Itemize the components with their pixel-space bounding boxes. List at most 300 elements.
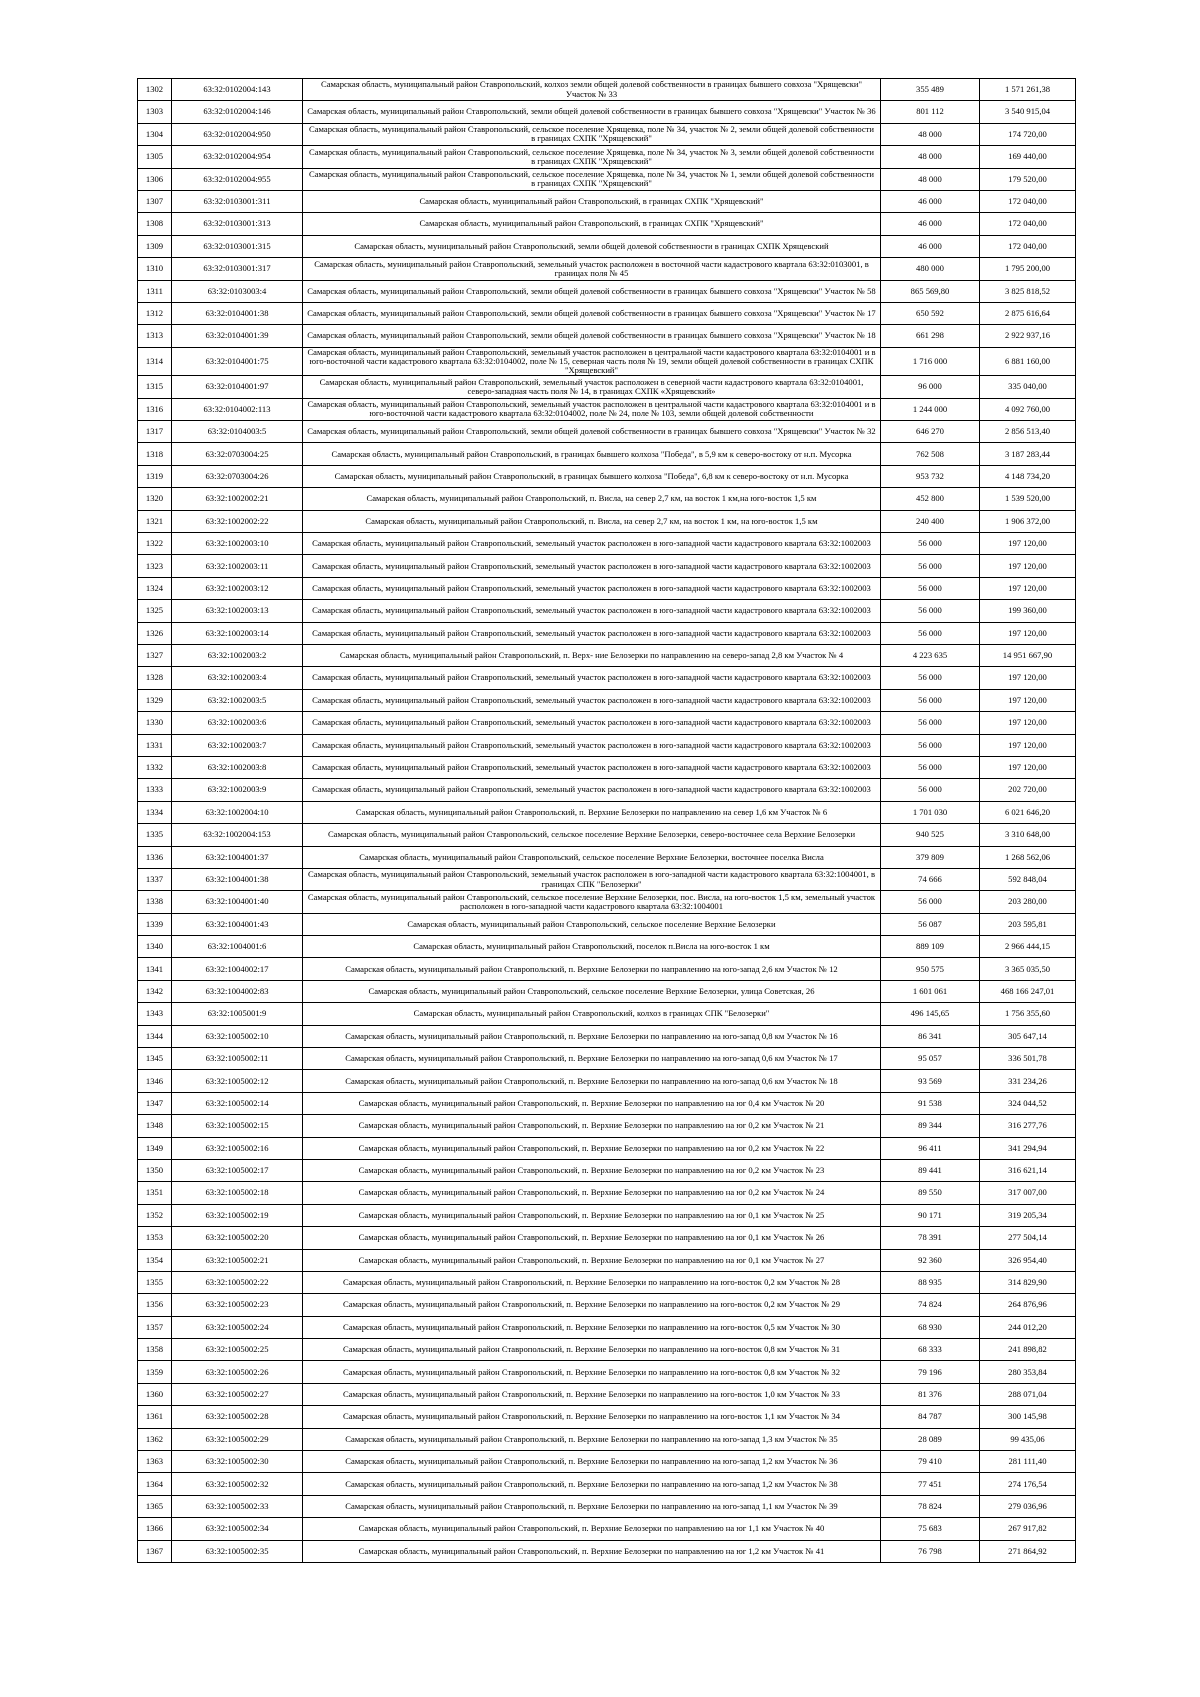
row-number-cell: 1346	[138, 1070, 172, 1092]
area-cell: 48 000	[881, 146, 980, 168]
address-cell: Самарская область, муниципальный район Ставропольский, п. Верхние Белозерки по направлению на юго-запад 0,6 км Участок № 18	[303, 1070, 881, 1092]
row-number-cell: 1320	[138, 488, 172, 510]
address-cell: Самарская область, муниципальный район Ставропольский, п. Верхние Белозерки по направлению на юго-запад 0,8 км Участок № 16	[303, 1025, 881, 1047]
address-cell: Самарская область, муниципальный район Ставропольский, п. Верхние Белозерки по направлению на юго-восток 0,8 км Участок № 31	[303, 1339, 881, 1361]
area-cell: 96 411	[881, 1137, 980, 1159]
table-row	[138, 712, 1076, 734]
row-number-cell: 1367	[138, 1540, 172, 1562]
address-cell: Самарская область, муниципальный район Ставропольский, п. Верхние Белозерки по направлению на юго-восток 1,1 км Участок № 34	[303, 1406, 881, 1428]
row-number-cell: 1316	[138, 398, 172, 420]
area-cell: 46 000	[881, 235, 980, 257]
area-cell: 56 000	[881, 689, 980, 711]
address-cell: Самарская область, муниципальный район Ставропольский, п. Верхние Белозерки по направлению на юг 0,1 км Участок № 27	[303, 1249, 881, 1271]
area-cell: 46 000	[881, 190, 980, 212]
cadastral-number-cell: 63:32:0104001:38	[172, 302, 303, 324]
area-cell: 1 244 000	[881, 398, 980, 420]
table-row	[138, 123, 1076, 145]
address-cell: Самарская область, муниципальный район Ставропольский, п. Верхние Белозерки по направлению на юго-запад 1,2 км Участок № 36	[303, 1451, 881, 1473]
row-number-cell: 1332	[138, 756, 172, 778]
area-cell: 48 000	[881, 123, 980, 145]
address-cell: Самарская область, муниципальный район Ставропольский, земли общей долевой собственности в границах СХПК Хрящевский	[303, 235, 881, 257]
cadastral-value-cell: 3 825 818,52	[980, 280, 1076, 302]
cadastral-number-cell: 63:32:1005002:25	[172, 1339, 303, 1361]
address-cell: Самарская область, муниципальный район Ставропольский, земли общей долевой собственности в границах бывшего совхоза "Хрящевски" Участок № 18	[303, 325, 881, 347]
address-cell: Самарская область, муниципальный район Ставропольский, земельный участок расположен в центральной части кадастрового квартала 63:32:0104001 и в юго-восточной части кадастрового квартала 63:32:0104002, поле № 24, поле № 103, земли общей долевой собственности	[303, 398, 881, 420]
cadastral-value-cell: 271 864,92	[980, 1540, 1076, 1562]
address-cell: Самарская область, муниципальный район Ставропольский, п. Верхние Белозерки по направлению на юг 1,1 км Участок № 40	[303, 1518, 881, 1540]
area-cell: 78 824	[881, 1495, 980, 1517]
row-number-cell: 1317	[138, 421, 172, 443]
row-number-cell: 1329	[138, 689, 172, 711]
cadastral-value-cell: 179 520,00	[980, 168, 1076, 190]
cadastral-number-cell: 63:32:0104001:97	[172, 376, 303, 398]
area-cell: 89 441	[881, 1159, 980, 1181]
address-cell: Самарская область, муниципальный район Ставропольский, земельный участок расположен в юго-западной части кадастрового квартала 63:32:1002003	[303, 600, 881, 622]
table-row	[138, 1092, 1076, 1114]
row-number-cell: 1305	[138, 146, 172, 168]
row-number-cell: 1335	[138, 824, 172, 846]
row-number-cell: 1334	[138, 801, 172, 823]
row-number-cell: 1318	[138, 443, 172, 465]
address-cell: Самарская область, муниципальный район Ставропольский, земельный участок расположен в восточной части кадастрового квартала 63:32:0103001, в границах поля № 45	[303, 258, 881, 280]
row-number-cell: 1362	[138, 1428, 172, 1450]
cadastral-number-cell: 63:32:1005002:14	[172, 1092, 303, 1114]
address-cell: Самарская область, муниципальный район Ставропольский, п. Висла, на север 2,7 км, на восток 1 км, на юго-восток 1,5 км	[303, 510, 881, 532]
cadastral-number-cell: 63:32:1002004:153	[172, 824, 303, 846]
cadastral-number-cell: 63:32:1004001:37	[172, 846, 303, 868]
area-cell: 88 935	[881, 1271, 980, 1293]
cadastral-value-cell: 336 501,78	[980, 1048, 1076, 1070]
table-row	[138, 101, 1076, 123]
table-row	[138, 376, 1076, 398]
cadastral-value-cell: 274 176,54	[980, 1473, 1076, 1495]
table-row	[138, 958, 1076, 980]
cadastral-number-cell: 63:32:1002003:9	[172, 779, 303, 801]
area-cell: 77 451	[881, 1473, 980, 1495]
row-number-cell: 1312	[138, 302, 172, 324]
cadastral-value-cell: 197 120,00	[980, 533, 1076, 555]
table-row	[138, 168, 1076, 190]
row-number-cell: 1328	[138, 667, 172, 689]
table-row	[138, 1227, 1076, 1249]
table-row	[138, 913, 1076, 935]
address-cell: Самарская область, муниципальный район Ставропольский, п. Верхние Белозерки по направлению на юг 0,4 км Участок № 20	[303, 1092, 881, 1114]
row-number-cell: 1337	[138, 868, 172, 890]
cadastral-value-cell: 326 954,40	[980, 1249, 1076, 1271]
address-cell: Самарская область, муниципальный район Ставропольский, сельское поселение Верхние Белозерки, восточнее поселка Висла	[303, 846, 881, 868]
table-row	[138, 1182, 1076, 1204]
row-number-cell: 1330	[138, 712, 172, 734]
cadastral-number-cell: 63:32:1005002:10	[172, 1025, 303, 1047]
cadastral-number-cell: 63:32:0104003:5	[172, 421, 303, 443]
cadastral-number-cell: 63:32:1002003:12	[172, 577, 303, 599]
address-cell: Самарская область, муниципальный район Ставропольский, земельный участок расположен в юго-западной части кадастрового квартала 63:32:1002003	[303, 622, 881, 644]
cadastral-number-cell: 63:32:1005002:12	[172, 1070, 303, 1092]
cadastral-value-cell: 305 647,14	[980, 1025, 1076, 1047]
cadastral-value-cell: 172 040,00	[980, 235, 1076, 257]
address-cell: Самарская область, муниципальный район Ставропольский, п. Верхние Белозерки по направлению на юго-запад 1,1 км Участок № 39	[303, 1495, 881, 1517]
cadastral-value-cell: 169 440,00	[980, 146, 1076, 168]
cadastral-value-cell: 331 234,26	[980, 1070, 1076, 1092]
address-cell: Самарская область, муниципальный район Ставропольский, п. Верхние Белозерки по направлению на юг 0,2 км Участок № 23	[303, 1159, 881, 1181]
row-number-cell: 1360	[138, 1383, 172, 1405]
cadastral-value-cell: 197 120,00	[980, 756, 1076, 778]
cadastral-number-cell: 63:32:1004002:83	[172, 980, 303, 1002]
area-cell: 56 087	[881, 913, 980, 935]
row-number-cell: 1345	[138, 1048, 172, 1070]
cadastral-number-cell: 63:32:1005002:29	[172, 1428, 303, 1450]
address-cell: Самарская область, муниципальный район Ставропольский, п. Верх- ние Белозерки по направлению на северо-запад 2,8 км Участок № 4	[303, 644, 881, 666]
table-row	[138, 1048, 1076, 1070]
cadastral-number-cell: 63:32:0102004:954	[172, 146, 303, 168]
table-row	[138, 347, 1076, 376]
cadastral-number-cell: 63:32:1002003:7	[172, 734, 303, 756]
cadastral-value-cell: 316 621,14	[980, 1159, 1076, 1181]
cadastral-value-cell: 6 881 160,00	[980, 347, 1076, 376]
cadastral-value-cell: 277 504,14	[980, 1227, 1076, 1249]
cadastral-value-cell: 264 876,96	[980, 1294, 1076, 1316]
cadastral-number-cell: 63:32:0103003:4	[172, 280, 303, 302]
cadastral-value-cell: 4 148 734,20	[980, 465, 1076, 487]
area-cell: 661 298	[881, 325, 980, 347]
area-cell: 56 000	[881, 734, 980, 756]
cadastral-number-cell: 63:32:0103001:315	[172, 235, 303, 257]
row-number-cell: 1348	[138, 1115, 172, 1137]
row-number-cell: 1336	[138, 846, 172, 868]
cadastral-value-cell: 2 875 616,64	[980, 302, 1076, 324]
area-cell: 79 196	[881, 1361, 980, 1383]
cadastral-value-cell: 3 540 915,04	[980, 101, 1076, 123]
area-cell: 74 666	[881, 868, 980, 890]
area-cell: 92 360	[881, 1249, 980, 1271]
table-row	[138, 190, 1076, 212]
address-cell: Самарская область, муниципальный район Ставропольский, п. Верхние Белозерки по направлению на юго-восток 0,8 км Участок № 32	[303, 1361, 881, 1383]
cadastral-number-cell: 63:32:1002003:6	[172, 712, 303, 734]
cadastral-number-cell: 63:32:1004001:6	[172, 936, 303, 958]
table-row	[138, 667, 1076, 689]
address-cell: Самарская область, муниципальный район Ставропольский, колхоз в границах СПК "Белозерки"	[303, 1003, 881, 1025]
address-cell: Самарская область, муниципальный район Ставропольский, земли общей долевой собственности в границах бывшего совхоза "Хрящевски" Участок № 58	[303, 280, 881, 302]
cadastral-number-cell: 63:32:1002002:21	[172, 488, 303, 510]
cadastral-value-cell: 197 120,00	[980, 622, 1076, 644]
address-cell: Самарская область, муниципальный район Ставропольский, п. Верхние Белозерки по направлению на юг 1,2 км Участок № 41	[303, 1540, 881, 1562]
address-cell: Самарская область, муниципальный район Ставропольский, земельный участок расположен в юго-западной части кадастрового квартала 63:32:1002003	[303, 734, 881, 756]
table-row	[138, 146, 1076, 168]
table-row	[138, 1137, 1076, 1159]
table-row	[138, 258, 1076, 280]
cadastral-number-cell: 63:32:1005002:11	[172, 1048, 303, 1070]
cadastral-value-cell: 317 007,00	[980, 1182, 1076, 1204]
address-cell: Самарская область, муниципальный район Ставропольский, сельское поселение Верхние Белозерки, северо-восточнее села Верхние Белозерки	[303, 824, 881, 846]
cadastral-value-cell: 1 756 355,60	[980, 1003, 1076, 1025]
cadastral-value-cell: 288 071,04	[980, 1383, 1076, 1405]
address-cell: Самарская область, муниципальный район Ставропольский, п. Верхние Белозерки по направлению на юг 0,2 км Участок № 21	[303, 1115, 881, 1137]
cadastral-number-cell: 63:32:1005002:17	[172, 1159, 303, 1181]
cadastral-number-cell: 63:32:0102004:146	[172, 101, 303, 123]
address-cell: Самарская область, муниципальный район Ставропольский, сельское поселение Хрящевка, поле № 34, участок № 1, земли общей долевой собственности в границах СХПК "Хрящевский"	[303, 168, 881, 190]
cadastral-number-cell: 63:32:1005002:27	[172, 1383, 303, 1405]
area-cell: 801 112	[881, 101, 980, 123]
row-number-cell: 1304	[138, 123, 172, 145]
table-row	[138, 213, 1076, 235]
cadastral-number-cell: 63:32:1005002:30	[172, 1451, 303, 1473]
table-row	[138, 801, 1076, 823]
cadastral-number-cell: 63:32:0103001:311	[172, 190, 303, 212]
table-row	[138, 1294, 1076, 1316]
area-cell: 452 800	[881, 488, 980, 510]
area-cell: 56 000	[881, 622, 980, 644]
row-number-cell: 1343	[138, 1003, 172, 1025]
cadastral-value-cell: 244 012,20	[980, 1316, 1076, 1338]
area-cell: 93 569	[881, 1070, 980, 1092]
address-cell: Самарская область, муниципальный район Ставропольский, земельный участок расположен в юго-западной части кадастрового квартала 63:32:1002003	[303, 667, 881, 689]
cadastral-number-cell: 63:32:1002003:4	[172, 667, 303, 689]
address-cell: Самарская область, муниципальный район Ставропольский, п. Верхние Белозерки по направлению на юг 0,2 км Участок № 22	[303, 1137, 881, 1159]
cadastral-number-cell: 63:32:0102004:143	[172, 79, 303, 101]
cadastral-value-cell: 3 187 283,44	[980, 443, 1076, 465]
address-cell: Самарская область, муниципальный район Ставропольский, п. Верхние Белозерки по направлению на юг 0,1 км Участок № 26	[303, 1227, 881, 1249]
area-cell: 240 400	[881, 510, 980, 532]
cadastral-value-cell: 592 848,04	[980, 868, 1076, 890]
table-row	[138, 1115, 1076, 1137]
address-cell: Самарская область, муниципальный район Ставропольский, п. Верхние Белозерки по направлению на север 1,6 км Участок № 6	[303, 801, 881, 823]
area-cell: 953 732	[881, 465, 980, 487]
row-number-cell: 1355	[138, 1271, 172, 1293]
table-row	[138, 1025, 1076, 1047]
cadastral-value-cell: 202 720,00	[980, 779, 1076, 801]
cadastral-value-cell: 2 922 937,16	[980, 325, 1076, 347]
area-cell: 56 000	[881, 756, 980, 778]
address-cell: Самарская область, муниципальный район Ставропольский, земельный участок расположен в северной части кадастрового квартала 63:32:0104001, северо-западная часть поля № 14, в границах СХПК «Хрящевский»	[303, 376, 881, 398]
cadastral-value-cell: 197 120,00	[980, 577, 1076, 599]
row-number-cell: 1303	[138, 101, 172, 123]
table-row	[138, 1249, 1076, 1271]
cadastral-value-cell: 1 571 261,38	[980, 79, 1076, 101]
row-number-cell: 1313	[138, 325, 172, 347]
table-row	[138, 891, 1076, 913]
row-number-cell: 1302	[138, 79, 172, 101]
cadastral-number-cell: 63:32:1005002:24	[172, 1316, 303, 1338]
area-cell: 28 089	[881, 1428, 980, 1450]
cadastral-number-cell: 63:32:0103001:317	[172, 258, 303, 280]
cadastral-number-cell: 63:32:1005001:9	[172, 1003, 303, 1025]
row-number-cell: 1323	[138, 555, 172, 577]
cadastral-number-cell: 63:32:0102004:955	[172, 168, 303, 190]
area-cell: 78 391	[881, 1227, 980, 1249]
address-cell: Самарская область, муниципальный район Ставропольский, п. Верхние Белозерки по направлению на юг 0,1 км Участок № 25	[303, 1204, 881, 1226]
cadastral-number-cell: 63:32:0104001:75	[172, 347, 303, 376]
table-body	[138, 79, 1076, 1563]
row-number-cell: 1354	[138, 1249, 172, 1271]
row-number-cell: 1344	[138, 1025, 172, 1047]
row-number-cell: 1306	[138, 168, 172, 190]
cadastral-value-cell: 197 120,00	[980, 734, 1076, 756]
address-cell: Самарская область, муниципальный район Ставропольский, сельское поселение Хрящевка, поле № 34, участок № 3, земли общей долевой собственности в границах СХПК "Хрящевский"	[303, 146, 881, 168]
table-row	[138, 1451, 1076, 1473]
cadastral-number-cell: 63:32:0703004:26	[172, 465, 303, 487]
area-cell: 56 000	[881, 891, 980, 913]
address-cell: Самарская область, муниципальный район Ставропольский, п. Верхние Белозерки по направлению на юго-запад 1,3 км Участок № 35	[303, 1428, 881, 1450]
table-row	[138, 689, 1076, 711]
table-row	[138, 1383, 1076, 1405]
table-row	[138, 533, 1076, 555]
address-cell: Самарская область, муниципальный район Ставропольский, п. Верхние Белозерки по направлению на юго-запад 1,2 км Участок № 38	[303, 1473, 881, 1495]
cadastral-number-cell: 63:32:1005002:23	[172, 1294, 303, 1316]
row-number-cell: 1359	[138, 1361, 172, 1383]
cadastral-number-cell: 63:32:1002003:10	[172, 533, 303, 555]
address-cell: Самарская область, муниципальный район Ставропольский, поселок п.Висла на юго-восток 1 км	[303, 936, 881, 958]
area-cell: 950 575	[881, 958, 980, 980]
area-cell: 46 000	[881, 213, 980, 235]
cadastral-value-cell: 197 120,00	[980, 555, 1076, 577]
cadastral-value-cell: 2 856 513,40	[980, 421, 1076, 443]
cadastral-number-cell: 63:32:1005002:19	[172, 1204, 303, 1226]
cadastral-number-cell: 63:32:1002003:14	[172, 622, 303, 644]
table-row	[138, 577, 1076, 599]
cadastral-value-cell: 2 966 444,15	[980, 936, 1076, 958]
row-number-cell: 1357	[138, 1316, 172, 1338]
cadastral-value-cell: 14 951 667,90	[980, 644, 1076, 666]
table-row	[138, 1159, 1076, 1181]
cadastral-number-cell: 63:32:0104001:39	[172, 325, 303, 347]
cadastral-number-cell: 63:32:1005002:28	[172, 1406, 303, 1428]
cadastral-number-cell: 63:32:1002004:10	[172, 801, 303, 823]
table-row	[138, 1339, 1076, 1361]
cadastral-number-cell: 63:32:1005002:35	[172, 1540, 303, 1562]
row-number-cell: 1324	[138, 577, 172, 599]
area-cell: 95 057	[881, 1048, 980, 1070]
area-cell: 96 000	[881, 376, 980, 398]
row-number-cell: 1326	[138, 622, 172, 644]
table-row	[138, 1428, 1076, 1450]
area-cell: 56 000	[881, 555, 980, 577]
address-cell: Самарская область, муниципальный район Ставропольский, сельское поселение Верхние Белозерки, улица Советская, 26	[303, 980, 881, 1002]
cadastral-value-cell: 316 277,76	[980, 1115, 1076, 1137]
area-cell: 379 809	[881, 846, 980, 868]
area-cell: 56 000	[881, 712, 980, 734]
area-cell: 81 376	[881, 1383, 980, 1405]
row-number-cell: 1347	[138, 1092, 172, 1114]
cadastral-value-cell: 99 435,06	[980, 1428, 1076, 1450]
cadastral-number-cell: 63:32:0102004:950	[172, 123, 303, 145]
row-number-cell: 1363	[138, 1451, 172, 1473]
area-cell: 355 489	[881, 79, 980, 101]
cadastral-value-cell: 335 040,00	[980, 376, 1076, 398]
cadastral-value-cell: 300 145,98	[980, 1406, 1076, 1428]
cadastral-value-cell: 197 120,00	[980, 689, 1076, 711]
row-number-cell: 1341	[138, 958, 172, 980]
area-cell: 48 000	[881, 168, 980, 190]
area-cell: 74 824	[881, 1294, 980, 1316]
row-number-cell: 1322	[138, 533, 172, 555]
table-row	[138, 1361, 1076, 1383]
address-cell: Самарская область, муниципальный район Ставропольский, п. Верхние Белозерки по направлению на юго-запад 0,6 км Участок № 17	[303, 1048, 881, 1070]
table-row	[138, 325, 1076, 347]
address-cell: Самарская область, муниципальный район Ставропольский, п. Верхние Белозерки по направлению на юго-запад 2,6 км Участок № 12	[303, 958, 881, 980]
address-cell: Самарская область, муниципальный район Ставропольский, п. Верхние Белозерки по направлению на юго-восток 0,2 км Участок № 29	[303, 1294, 881, 1316]
address-cell: Самарская область, муниципальный район Ставропольский, земли общей долевой собственности в границах бывшего совхоза "Хрящевски" Участок № 32	[303, 421, 881, 443]
cadastral-number-cell: 63:32:1002003:2	[172, 644, 303, 666]
address-cell: Самарская область, муниципальный район Ставропольский, в границах СХПК "Хрящевский"	[303, 213, 881, 235]
area-cell: 762 508	[881, 443, 980, 465]
cadastral-number-cell: 63:32:1005002:21	[172, 1249, 303, 1271]
area-cell: 4 223 635	[881, 644, 980, 666]
row-number-cell: 1364	[138, 1473, 172, 1495]
table-row	[138, 756, 1076, 778]
table-row	[138, 846, 1076, 868]
cadastral-number-cell: 63:32:1005002:26	[172, 1361, 303, 1383]
area-cell: 84 787	[881, 1406, 980, 1428]
table-row	[138, 1070, 1076, 1092]
area-cell: 89 344	[881, 1115, 980, 1137]
table-row	[138, 734, 1076, 756]
cadastral-number-cell: 63:32:1005002:18	[172, 1182, 303, 1204]
cadastral-number-cell: 63:32:1005002:32	[172, 1473, 303, 1495]
land-plots-table	[137, 78, 1076, 1563]
area-cell: 940 525	[881, 824, 980, 846]
cadastral-value-cell: 1 906 372,00	[980, 510, 1076, 532]
cadastral-value-cell: 468 166 247,01	[980, 980, 1076, 1002]
cadastral-value-cell: 3 310 648,00	[980, 824, 1076, 846]
row-number-cell: 1365	[138, 1495, 172, 1517]
address-cell: Самарская область, муниципальный район Ставропольский, земельный участок расположен в юго-западной части кадастрового квартала 63:32:1002003	[303, 577, 881, 599]
table-row	[138, 465, 1076, 487]
area-cell: 56 000	[881, 600, 980, 622]
address-cell: Самарская область, муниципальный район Ставропольский, земельный участок расположен в юго-западной части кадастрового квартала 63:32:1004001, в границах СПК "Белозерки"	[303, 868, 881, 890]
row-number-cell: 1314	[138, 347, 172, 376]
area-cell: 496 145,65	[881, 1003, 980, 1025]
table-row	[138, 1003, 1076, 1025]
address-cell: Самарская область, муниципальный район Ставропольский, земли общей долевой собственности в границах бывшего совхоза "Хрящевски" Участок № 17	[303, 302, 881, 324]
area-cell: 480 000	[881, 258, 980, 280]
row-number-cell: 1321	[138, 510, 172, 532]
table-row	[138, 1495, 1076, 1517]
address-cell: Самарская область, муниципальный район Ставропольский, земельный участок расположен в юго-западной части кадастрового квартала 63:32:1002003	[303, 712, 881, 734]
row-number-cell: 1353	[138, 1227, 172, 1249]
cadastral-number-cell: 63:32:0703004:25	[172, 443, 303, 465]
cadastral-value-cell: 280 353,84	[980, 1361, 1076, 1383]
table-row	[138, 555, 1076, 577]
table-row	[138, 1316, 1076, 1338]
address-cell: Самарская область, муниципальный район Ставропольский, земельный участок расположен в юго-западной части кадастрового квартала 63:32:1002003	[303, 689, 881, 711]
cadastral-number-cell: 63:32:1004001:38	[172, 868, 303, 890]
cadastral-value-cell: 197 120,00	[980, 712, 1076, 734]
cadastral-value-cell: 1 795 200,00	[980, 258, 1076, 280]
cadastral-number-cell: 63:32:1002003:8	[172, 756, 303, 778]
cadastral-value-cell: 199 360,00	[980, 600, 1076, 622]
area-cell: 56 000	[881, 533, 980, 555]
cadastral-value-cell: 281 111,40	[980, 1451, 1076, 1473]
row-number-cell: 1342	[138, 980, 172, 1002]
cadastral-value-cell: 174 720,00	[980, 123, 1076, 145]
address-cell: Самарская область, муниципальный район Ставропольский, земельный участок расположен в юго-западной части кадастрового квартала 63:32:1002003	[303, 756, 881, 778]
cadastral-number-cell: 63:32:0104002:113	[172, 398, 303, 420]
table-row	[138, 1406, 1076, 1428]
area-cell: 1 716 000	[881, 347, 980, 376]
address-cell: Самарская область, муниципальный район Ставропольский, сельское поселение Верхние Белозерки	[303, 913, 881, 935]
row-number-cell: 1327	[138, 644, 172, 666]
cadastral-value-cell: 197 120,00	[980, 667, 1076, 689]
address-cell: Самарская область, муниципальный район Ставропольский, п. Верхние Белозерки по направлению на юго-восток 0,5 км Участок № 30	[303, 1316, 881, 1338]
row-number-cell: 1338	[138, 891, 172, 913]
area-cell: 75 683	[881, 1518, 980, 1540]
table-row	[138, 980, 1076, 1002]
table-row	[138, 235, 1076, 257]
table-row	[138, 1204, 1076, 1226]
table-row	[138, 622, 1076, 644]
address-cell: Самарская область, муниципальный район Ставропольский, земли общей долевой собственности в границах бывшего совхоза "Хрящевски" Участок № 36	[303, 101, 881, 123]
table-row	[138, 1473, 1076, 1495]
